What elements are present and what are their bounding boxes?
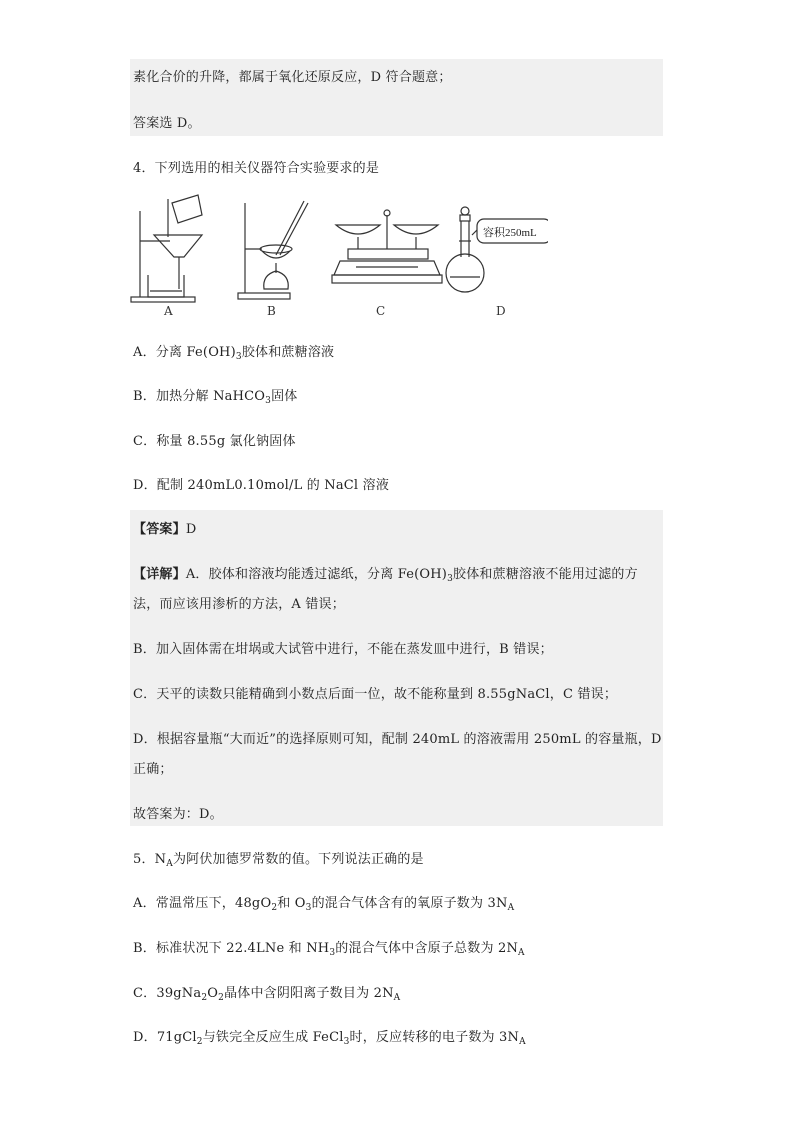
q4-detail-a-line1: 【详解】A．胶体和溶液均能透过滤纸，分离 $Fe(OH)_3$胶体和蔗糖溶液不能用过滤的方 [133, 567, 638, 584]
figure-label-a: A [164, 304, 173, 318]
volumetric-flask [446, 207, 548, 292]
figure-label-c: C [376, 304, 386, 318]
balance-apparatus [332, 210, 442, 283]
q4-answer: 【答案】D [133, 522, 197, 537]
q5-option-d: D．71gCl$_2$与铁完全反应生成 FeCl$_3$时，反应转移的电子数为 $3N_A$ [133, 1030, 526, 1047]
q4-final-answer: 故答案为：D。 [133, 807, 223, 822]
q4-stem: 4．下列选用的相关仪器符合实验要求的是 [133, 161, 380, 176]
filtration-apparatus [131, 195, 202, 302]
q4-option-d: D．配制 240mL0.10mol/L 的 NaCl 溶液 [133, 478, 390, 493]
flask-volume-tag: 容积250mL [483, 227, 537, 239]
top-line-1: 素化合价的升降，都属于氧化还原反应，D 符合题意； [133, 70, 452, 85]
q5-stem: 5．$N_A$为阿伏加德罗常数的值。下列说法正确的是 [133, 852, 424, 869]
q5-option-a: A．常温常压下，$48gO_2$和 $O_3$的混合气体含有的氧原子数为 $3N_A$ [133, 896, 515, 913]
q5-option-b: B．标准状况下 22.4LNe 和 $NH_3$的混合气体中含原子总数为 $2N_A$ [133, 941, 525, 958]
q4-detail-d-line1: D．根据容量瓶“大而近”的选择原则可知，配制 240mL 的溶液需用 250mL 的容量瓶，D [133, 732, 662, 747]
top-line-2: 答案选 D。 [133, 116, 201, 131]
evaporating-apparatus [238, 201, 308, 299]
q4-option-b: B．加热分解 NaHCO$_3$固体 [133, 389, 298, 406]
q4-option-a: A．分离 $Fe(OH)_3$胶体和蔗糖溶液 [133, 345, 335, 362]
q4-detail-d-line2: 正确； [133, 762, 173, 777]
q4-detail-b: B．加入固体需在坩埚或大试管中进行，不能在蒸发皿中进行，B 错误； [133, 642, 553, 657]
figure-label-d: D [496, 304, 506, 318]
q4-option-c: C．称量 8.55g 氯化钠固体 [133, 434, 296, 449]
apparatus-figure [128, 193, 548, 305]
q5-option-c: C．$39gNa_2O_2$晶体中含阴阳离子数目为 $2N_A$ [133, 986, 401, 1003]
q4-detail-a-line2: 法，而应该用渗析的方法，A 错误； [133, 597, 345, 612]
q4-answer-block [130, 510, 663, 826]
figure-label-b: B [267, 304, 276, 318]
q4-detail-c: C．天平的读数只能精确到小数点后面一位，故不能称量到 8.55gNaCl，C 错误； [133, 687, 618, 702]
